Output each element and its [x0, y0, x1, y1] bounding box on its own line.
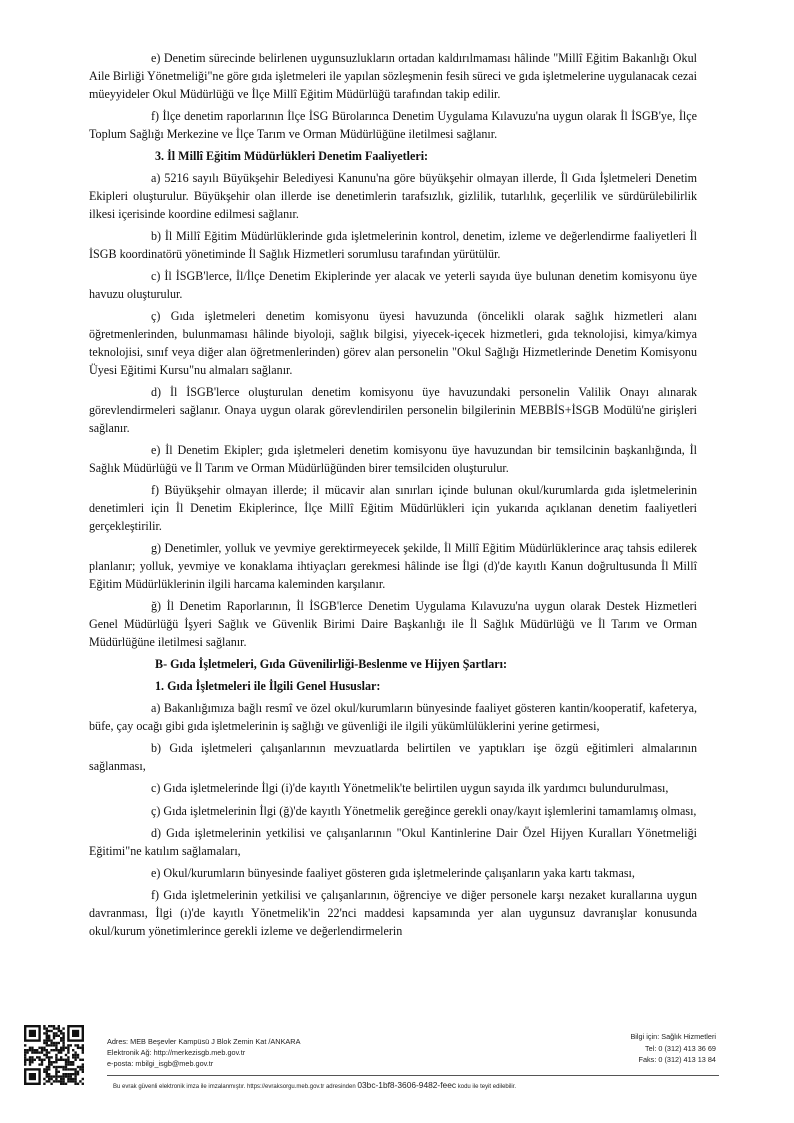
footer-contact-block: [630, 1031, 716, 1066]
footer-info-label: Bilgi için: Sağlık Hizmetleri: [630, 1032, 716, 1041]
document-body: [89, 50, 697, 945]
footer-address-block: [107, 1036, 300, 1069]
paragraph: a) 5216 sayılı Büyükşehir Belediyesi Kanunu'na göre büyükşehir olmayan illerde, İl Gıda İşletmeleri Denetim Ekipleri oluşturulur. Büyükşehir olan illerde ise denetimlerin tarafsızlık, gizlilik, tutarlılık, geçerlilik ve sürdürülebilirlik ilkesi içerisinde koordine edilmesi sağlanır.: [89, 171, 697, 221]
footer-email[interactable]: e-posta: mbilgi_isgb@meb.gov.tr: [107, 1059, 214, 1068]
sign-suffix: kodu ile teyit edilebilir.: [457, 1084, 517, 1090]
paragraph: c) İl İSGB'lerce, İl/İlçe Denetim Ekiplerinde yer alacak ve yeterli sayıda üye bulunan denetim komisyonu üye havuzu oluşturulur.: [89, 269, 697, 302]
paragraph: ğ) İl Denetim Raporlarının, İl İSGB'lerce Denetim Uygulama Kılavuzu'na uygun olarak Destek Hizmetleri Genel Müdürlüğü İşyeri Sağlık ve Güvenlik Birimi Daire Başkanlığı ile İl Sağlık Müdürlüğü ve İl Tarım ve Orman Müdürlüğüne iletilmesi sağlanır.: [89, 599, 697, 650]
paragraph: d) Gıda işletmelerinin yetkilisi ve çalışanlarının "Okul Kantinlerine Dair Özel Hijyen Kuralları Yönetmeliği Eğitimi"ne katılım sağlamaları,: [89, 825, 697, 858]
paragraph: f) İlçe denetim raporlarının İlçe İSG Bürolarınca Denetim Uygulama Kılavuzu'na uygun olarak İl İSGB'ye, İlçe Toplum Sağlığı Merkezine ve İlçe Tarım ve Orman Müdürlüğüne iletilmesi sağlanır.: [89, 109, 697, 141]
paragraph: e) Denetim sürecinde belirlenen uygunsuzlukların ortadan kaldırılmaması hâlinde "Millî Eğitim Bakanlığı Okul Aile Birliği Yönetmeliği"ne göre gıda işletmeleri ile yapılan sözleşmenin fesih süreci ve gıda işletmelerine uygulanacak cezai müeyyideler Okul Müdürlüğü ve İlçe Millî Eğitim Müdürlüğü tarafından takip edilir.: [89, 51, 697, 101]
paragraph: g) Denetimler, yolluk ve yevmiye gerektirmeyecek şekilde, İl Millî Eğitim Müdürlüklerince araç tahsis edilerek planlanır; yolluk, yevmiye ve konaklama ihtiyaçları gerekmesi hâlinde ise İlgi (d)'de kayıtlı Kanun doğrultusunda İl Millî Eğitim Müdürlüklerinin ilgili harcama kaleminden karşılanır.: [89, 541, 697, 592]
paragraph: d) İl İSGB'lerce oluşturulan denetim komisyonu üye havuzundaki personelin Valilik Onayı alınarak görevlendirmeleri sağlanır. Onaya uygun olarak görevlendirilen personelin bilgilerinin MEBBİS+İSGB Modülü'ne girişleri sağlanır.: [89, 385, 697, 435]
paragraph: f) Gıda işletmelerinin yetkilisi ve çalışanlarının, öğrenciye ve diğer personele karşı nezaket kurallarına uygun davranması, İlgi (ı)'de kayıtlı Yönetmelik'in 22'nci maddesi kapsamında yer alan uygunsuz davranışlar konusunda okul/kurum yönetimlerince gerekli izleme ve değerlendirmelerin: [89, 888, 697, 938]
document-code: 03bc-1bf8-3606-9482-feec: [357, 1080, 457, 1090]
paragraph: f) Büyükşehir olmayan illerde; il mücavir alan sınırları içinde bulunan okul/kurumlarda gıda işletmelerinin denetimleri için İl Denetim Ekiplerince, İlçe Millî Eğitim Müdürlükleri için yukarıda açıklanan denetim faaliyetleri gerçekleştirilir.: [89, 483, 697, 534]
section-heading: B- Gıda İşletmeleri, Gıda Güvenilirliği-Beslenme ve Hijyen Şartları:: [155, 657, 508, 672]
paragraph: e) Okul/kurumların bünyesinde faaliyet gösteren gıda işletmelerinde çalışanların yaka kartı takması,: [151, 865, 635, 880]
paragraph: ç) Gıda işletmelerinin İlgi (ğ)'de kayıtlı Yönetmelik gereğince gerekli onay/kayıt işlemlerini tamamlamış olması,: [151, 803, 697, 818]
paragraph: b) Gıda işletmeleri çalışanlarının mevzuatlarda belirtilen ve yaptıkları işe özgü eğitimleri almalarının sağlanması,: [89, 741, 697, 774]
paragraph: b) İl Millî Eğitim Müdürlüklerinde gıda işletmelerinin kontrol, denetim, izleme ve değerlendirme faaliyetleri İl İSGB koordinatörü yönetiminde İl Sağlık Hizmetleri sorumlusu tarafından yürütülür.: [89, 229, 697, 261]
paragraph: ç) Gıda işletmeleri denetim komisyonu üyesi havuzunda (öncelikli olarak sağlık hizmetleri alanı öğretmenlerinden, bulunmaması hâlinde biyoloji, sağlık bilgisi, yiyecek-içecek hizmetleri, gıda teknolojisi, kimya/kimya teknolojisi, sınıf veya diğer alan öğretmenlerinden) görev alan personelin "Okul Sağlığı Hizmetlerinde Denetim Komisyonu Üyesi Eğitimi Kursu"nu almaları sağlanır.: [89, 309, 697, 377]
e-signature-note: [113, 1080, 719, 1090]
paragraph: a) Bakanlığımıza bağlı resmî ve özel okul/kurumların bünyesinde faaliyet gösteren kantin/kooperatif, kafeterya, büfe, çay ocağı gibi gıda işletmelerinin iş sağlığı ve güvenliği ile ilgili yükümlülüklerini yerine getirmesi,: [89, 701, 697, 734]
qr-code-icon: [24, 1025, 84, 1085]
footer-web-link[interactable]: Elektronik Ağ: http://merkezisgb.meb.gov.tr: [107, 1048, 246, 1057]
paragraph: c) Gıda işletmelerinde İlgi (i)'de kayıtlı Yönetmelik'te belirtilen uygun sayıda ilk yardımcı bulundurulması,: [151, 781, 669, 796]
footer-address: Adres: MEB Beşevler Kampüsü J Blok Zemin Kat /ANKARA: [107, 1037, 301, 1046]
footer-phone: Tel: 0 (312) 413 36 69: [645, 1043, 716, 1053]
sign-prefix: Bu evrak güvenli elektronik imza ile imzalanmıştır. https://evraksorgu.meb.gov.tr adresinden: [113, 1084, 356, 1090]
page-footer: [24, 1025, 772, 1105]
section-heading: 1. Gıda İşletmeleri ile İlgili Genel Hususlar:: [155, 679, 381, 694]
paragraph: e) İl Denetim Ekipler; gıda işletmeleri denetim komisyonu üye havuzundan bir temsilcinin başkanlığında, İl Sağlık Müdürlüğü ve İl Tarım ve Orman Müdürlüğünden birer temsilciden oluşturulur.: [89, 443, 697, 476]
footer-fax: Faks: 0 (312) 413 13 84: [638, 1055, 716, 1065]
section-heading: 3. İl Millî Eğitim Müdürlükleri Denetim Faaliyetleri:: [155, 149, 429, 164]
footer-divider: [107, 1075, 719, 1076]
